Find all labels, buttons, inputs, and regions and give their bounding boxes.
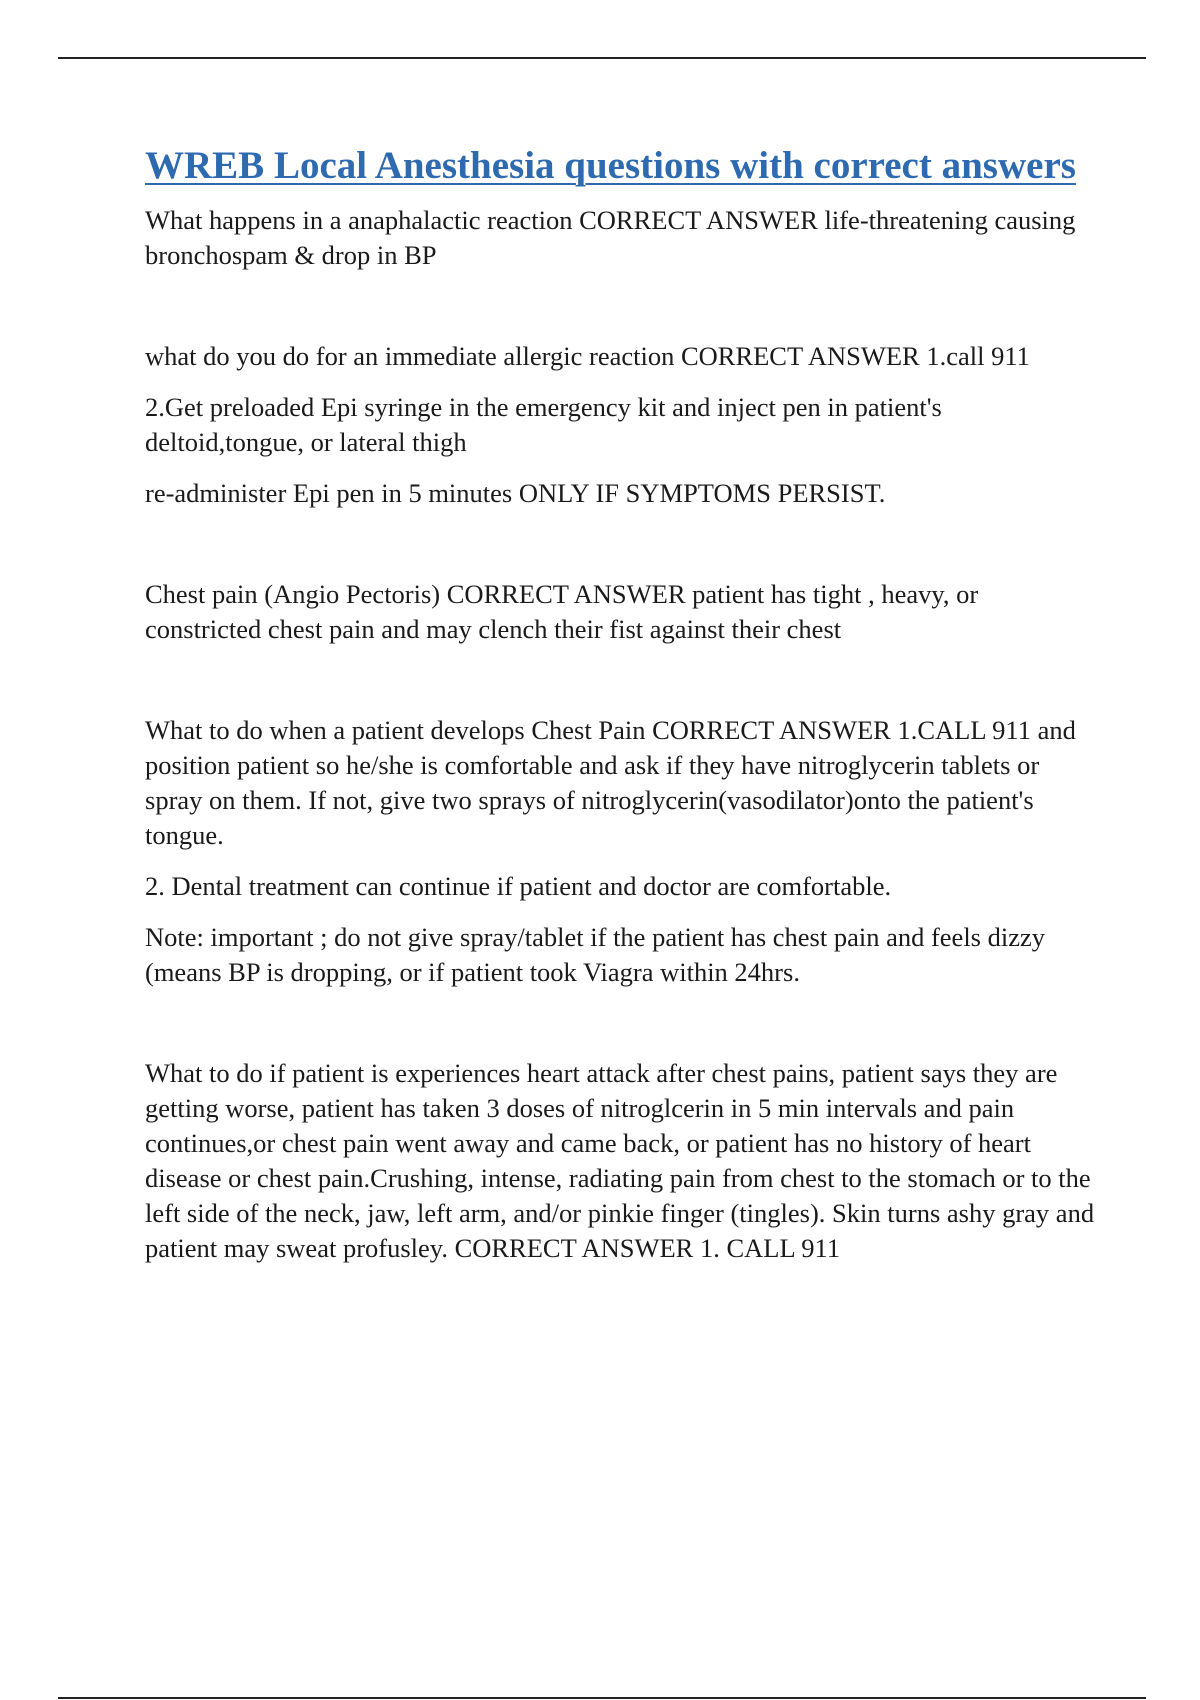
qa-paragraph: Note: important ; do not give spray/tablet if the patient has chest pain and feels dizzy (means BP is dropping, or if patient took Viagra within 24hrs.	[145, 922, 1046, 987]
qa-paragraph: Chest pain (Angio Pectoris) CORRECT ANSWER patient has tight , heavy, or constricted chest pain and may clench their fist against their chest	[145, 579, 979, 644]
document-body	[145, 140, 1095, 1266]
qa-paragraph: 2. Dental treatment can continue if patient and doctor are comfortable.	[145, 871, 892, 901]
qa-paragraph: what do you do for an immediate allergic reaction CORRECT ANSWER 1.call 911	[145, 341, 1030, 371]
footer-rule	[58, 1697, 1146, 1699]
qa-paragraph: 2.Get preloaded Epi syringe in the emergency kit and inject pen in patient's deltoid,tongue, or lateral thigh	[145, 392, 942, 457]
qa-paragraph: What to do if patient is experiences heart attack after chest pains, patient says they are getting worse, patient has taken 3 doses of nitroglcerin in 5 min intervals and pain continues,or chest pain went away and came back, or patient has no history of heart disease or chest pain.Crushing, intense, radiating pain from chest to the stomach or to the left side of the neck, jaw, left arm, and/or pinkie finger (tingles). Skin turns ashy gray and patient may sweat profusley. CORRECT ANSWER 1. CALL 911	[145, 1058, 1095, 1263]
document-title: WREB Local Anesthesia questions with correct answers	[145, 144, 1076, 187]
qa-item-heart-attack	[145, 1056, 1095, 1266]
qa-paragraph: What happens in a anaphalactic reaction CORRECT ANSWER life-threatening causing bronchospam & drop in BP	[145, 205, 1076, 270]
qa-item-anaphylaxis	[145, 203, 1095, 273]
qa-item-allergic-reaction	[145, 339, 1095, 511]
qa-item-chest-pain	[145, 577, 1095, 647]
qa-paragraph: re-administer Epi pen in 5 minutes ONLY IF SYMPTOMS PERSIST.	[145, 478, 886, 508]
qa-item-chest-pain-response	[145, 713, 1095, 990]
qa-paragraph: What to do when a patient develops Chest Pain CORRECT ANSWER 1.CALL 911 and position patient so he/she is comfortable and ask if they have nitroglycerin tablets or spray on them. If not, give two sprays of nitroglycerin(vasodilator)onto the patient's tongue.	[145, 715, 1076, 850]
header-rule	[58, 57, 1146, 59]
